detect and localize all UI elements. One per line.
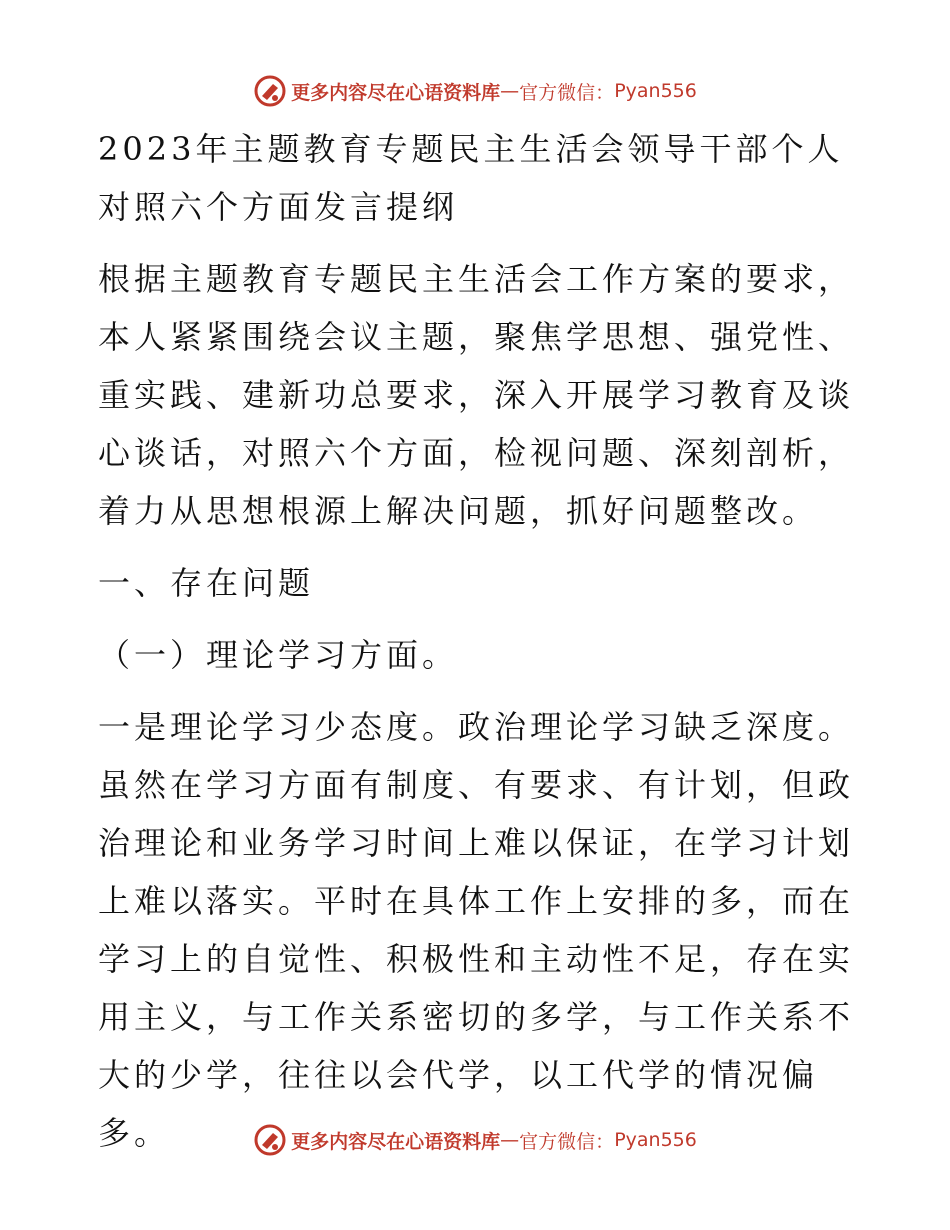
banner-dash: — [500, 1129, 520, 1151]
banner-wechat-label: 官方微信： [519, 1130, 615, 1153]
header-banner [0, 71, 950, 111]
banner-wechat-id: Pyan556 [614, 80, 697, 102]
banner-wechat-label: 官方微信： [519, 81, 615, 104]
seal-logo-icon [253, 74, 287, 108]
intro-paragraph: 根据主题教育专题民主生活会工作方案的要求，本人紧紧围绕会议主题，聚焦学思想、强党性、重实践、建新功总要求，深入开展学习教育及谈心谈话，对照六个方面，检视问题、深刻剖析，着力从思想根源上解决问题，抓好问题整改。 [98, 260, 855, 530]
banner-dash: — [500, 80, 520, 102]
banner-wechat-id: Pyan556 [614, 1129, 697, 1151]
seal-logo-icon [253, 1123, 287, 1157]
body-paragraph: 一是理论学习少态度。政治理论学习缺乏深度。虽然在学习方面有制度、有要求、有计划，但政治理论和业务学习时间上难以保证，在学习计划上难以落实。平时在具体工作上安排的多，而在学习上的自觉性、积极性和主动性不足，存在实用主义，与工作关系密切的多学，与工作关系不大的少学，往往以会代学，以工代学的情况偏多。 [98, 708, 855, 1152]
banner-title: 更多内容尽在心语资料库 [291, 1130, 501, 1153]
subsection-heading-theory: （一）理论学习方面。 [98, 636, 459, 674]
document-title: 2023年主题教育专题民主生活会领导干部个人对照六个方面发言提纲 [98, 130, 844, 226]
document-body [98, 120, 858, 1162]
section-heading-problems: 一、存在问题 [98, 564, 315, 602]
footer-banner [0, 1120, 950, 1160]
banner-title: 更多内容尽在心语资料库 [291, 81, 501, 104]
